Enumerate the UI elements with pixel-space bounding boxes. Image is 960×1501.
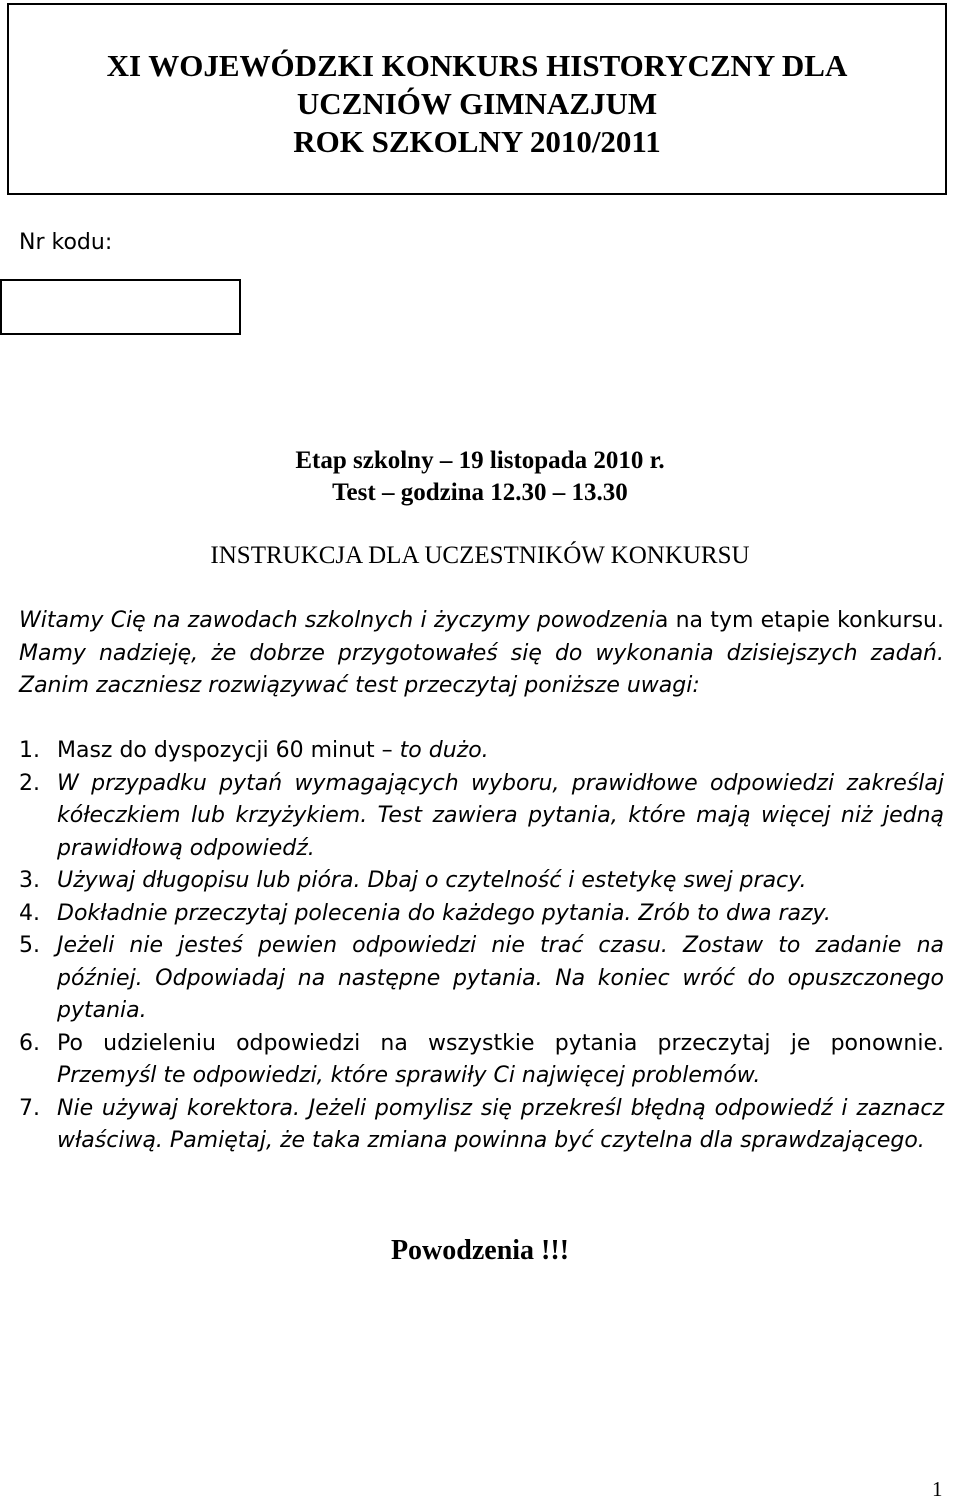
rule-number: 2. [19, 770, 40, 796]
rule-item [19, 735, 944, 768]
intro-part-c: Mamy nadzieję, że dobrze przygotowałeś się do wykonania dzisiejszych zadań. Zanim zaczniesz rozwiązywać test przeczytaj poniższe uwagi: [19, 640, 944, 698]
rule-item [19, 898, 944, 931]
rule-text-a: Dokładnie przeczytaj polecenia do każdego pytania. [57, 900, 632, 926]
rule-text [57, 735, 944, 768]
intro-paragraph [19, 605, 944, 703]
intro-part-a: Witamy Cię na zawodach szkolnych i życzymy powodzeni [19, 608, 655, 633]
title-line-1: XI WOJEWÓDZKI KONKURS HISTORYCZNY DLA [106, 48, 848, 83]
rules-list [19, 735, 944, 1158]
rule-text-b: Test zawiera pytania, które mają więcej niż jedną prawidłową odpowiedź. [57, 803, 944, 861]
rule-number: 4. [19, 900, 40, 926]
rule-text-b: Dbaj o czytelność i estetykę swej pracy. [360, 868, 807, 893]
rule-text-b: Jeżeli pomylisz się przekreśl błędną odpowiedź i zaznacz właściwą. Pamiętaj, że taka zmiana powinna być czytelna dla sprawdzającego. [57, 1095, 944, 1153]
rule-text [57, 1028, 944, 1093]
title-line-2: UCZNIÓW GIMNAZJUM [296, 86, 658, 121]
page-number: 1 [932, 1477, 943, 1501]
rule-text-a: Masz do dyspozycji 60 minut – [57, 738, 400, 763]
rule-item [19, 1093, 944, 1158]
rule-text [57, 768, 944, 866]
rule-text-a: Jeżeli nie jesteś pewien odpowiedzi nie trać czasu. [57, 933, 668, 958]
instructions-title: INSTRUKCJA DLA UCZESTNIKÓW KONKURSU [210, 542, 750, 569]
rule-number: 6. [19, 1030, 40, 1056]
rule-number: 5. [19, 933, 40, 958]
code-input-box[interactable] [0, 279, 241, 335]
rule-text-a: W przypadku pytań wymagających wyboru, prawidłowe odpowiedzi zakreślaj kółeczkiem lub krzyżykiem. [57, 770, 944, 828]
rule-text-a: Używaj długopisu lub pióra. [57, 868, 361, 893]
rule-text [57, 898, 944, 931]
rule-text-a: Po udzieleniu odpowiedzi na wszystkie pytania przeczytaj je ponownie. [57, 1030, 944, 1056]
title-line-3: ROK SZKOLNY 2010/2011 [293, 124, 661, 159]
title-box [7, 3, 947, 195]
good-luck-text: Powodzenia !!! [390, 1235, 570, 1266]
rule-text-b: to dużo. [399, 738, 489, 763]
rule-text-b: Zostaw to zadanie na później. Odpowiadaj na następne pytania. Na koniec wróć do opuszczonego pytania. [57, 933, 944, 1023]
rule-number: 7. [19, 1095, 40, 1121]
rule-text [57, 865, 944, 898]
rule-number: 3. [19, 868, 40, 893]
code-label: Nr kodu: [19, 230, 113, 255]
rule-text-a: Nie używaj korektora. [57, 1095, 300, 1121]
rule-text [57, 930, 944, 1028]
rule-item [19, 865, 944, 898]
rule-text-b: Przemyśl te odpowiedzi, które sprawiły Ci najwięcej problemów. [57, 1063, 761, 1088]
rule-item [19, 1028, 944, 1093]
rule-text-b: Zrób to dwa razy. [631, 900, 831, 926]
rule-number: 1. [19, 738, 40, 763]
rule-item [19, 930, 944, 1028]
rule-text [57, 1093, 944, 1158]
test-time: Test – godzina 12.30 – 13.30 [332, 479, 628, 506]
rule-item [19, 768, 944, 866]
intro-part-b: a na tym etapie konkursu. [654, 608, 944, 633]
stage-date: Etap szkolny – 19 listopada 2010 r. [295, 447, 665, 474]
